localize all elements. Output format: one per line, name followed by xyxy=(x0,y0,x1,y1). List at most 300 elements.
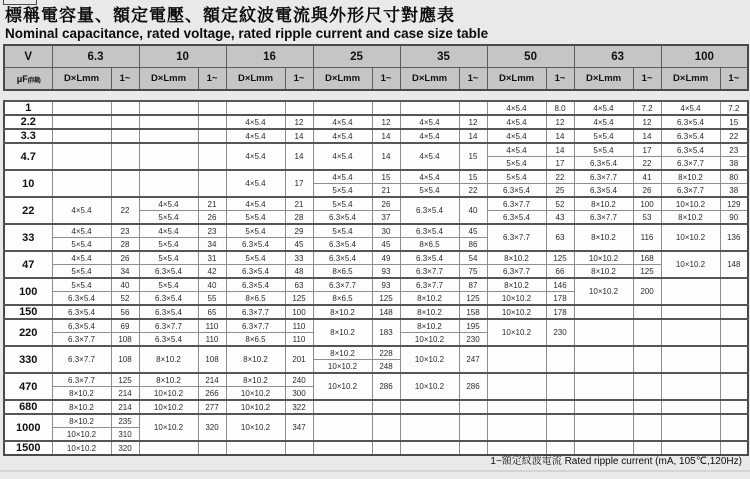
ripple-cell: 7.2 xyxy=(633,101,661,115)
ripple-cell: 125 xyxy=(285,292,313,306)
ripple-cell: 14 xyxy=(372,143,400,170)
ripple-cell xyxy=(720,319,748,346)
ripple-cell: 22 xyxy=(720,129,748,143)
size-cell: 6.3×7.7 xyxy=(52,373,111,387)
ripple-cell xyxy=(111,101,139,115)
size-cell: 6.3×7.7 xyxy=(661,184,720,198)
ripple-cell: 108 xyxy=(111,333,139,347)
ripple-cell xyxy=(198,101,226,115)
size-cell: 6.3×7.7 xyxy=(52,346,111,373)
ripple-cell: 125 xyxy=(633,265,661,279)
size-cell: 10×10.2 xyxy=(226,387,285,401)
size-cell xyxy=(661,319,720,346)
size-cell: 6.3×5.4 xyxy=(661,115,720,129)
ripple-cell: 40 xyxy=(111,278,139,292)
cap-label: 150 xyxy=(4,305,52,319)
ripple-cell: 129 xyxy=(720,197,748,211)
ripple-cell: 49 xyxy=(372,251,400,265)
voltage-header-25: 25 xyxy=(313,45,400,68)
ripple-cell: 108 xyxy=(198,346,226,373)
size-cell: 10×10.2 xyxy=(139,414,198,441)
ripple-cell: 41 xyxy=(633,170,661,184)
size-cell: 6.3×5.4 xyxy=(52,305,111,319)
ripple-cell: 214 xyxy=(111,400,139,414)
ripple-cell xyxy=(720,278,748,305)
ripple-cell: 110 xyxy=(285,333,313,347)
ripple-cell: 90 xyxy=(720,211,748,225)
ripple-cell: 12 xyxy=(633,115,661,129)
ripple-cell xyxy=(633,400,661,414)
size-cell: 4×5.4 xyxy=(52,251,111,265)
size-cell: 10×10.2 xyxy=(487,292,546,306)
size-cell: 5×5.4 xyxy=(574,143,633,157)
ripple-cell: 7.2 xyxy=(720,101,748,115)
ripple-cell: 108 xyxy=(111,346,139,373)
ripple-cell: 87 xyxy=(459,278,487,292)
voltage-header-16: 16 xyxy=(226,45,313,68)
size-cell: 8×6.5 xyxy=(313,265,372,279)
table-row xyxy=(4,115,748,129)
table-row xyxy=(4,319,748,333)
ripple-cell: 100 xyxy=(285,305,313,319)
size-cell: 8×10.2 xyxy=(313,305,372,319)
size-cell: 6.3×5.4 xyxy=(661,129,720,143)
size-cell: 4×5.4 xyxy=(52,197,111,224)
cap-label: 1000 xyxy=(4,414,52,441)
ripple-cell: 15 xyxy=(372,170,400,184)
ripple-cell: 14 xyxy=(633,129,661,143)
ripple-cell: 125 xyxy=(372,292,400,306)
ripple-cell: 80 xyxy=(720,170,748,184)
ripple-cell xyxy=(198,115,226,129)
size-cell: 8×10.2 xyxy=(226,346,285,373)
ripple-cell: 75 xyxy=(459,265,487,279)
size-cell: 8×10.2 xyxy=(226,373,285,387)
cap-label: 10 xyxy=(4,170,52,197)
ripple-cell: 23 xyxy=(111,224,139,238)
ripple-cell: 12 xyxy=(546,115,574,129)
size-cell: 6.3×7.7 xyxy=(400,278,459,292)
size-cell xyxy=(574,305,633,319)
spec-table-header xyxy=(3,44,749,91)
ripple-cell: 45 xyxy=(372,238,400,252)
size-cell: 10×10.2 xyxy=(400,373,459,400)
size-cell: 10×10.2 xyxy=(52,441,111,455)
ripple-cell: 183 xyxy=(372,319,400,346)
ripple-cell: 125 xyxy=(546,251,574,265)
cap-label: 1500 xyxy=(4,441,52,455)
ripple-cell: 28 xyxy=(111,238,139,252)
size-cell: 8×10.2 xyxy=(400,319,459,333)
size-cell xyxy=(313,400,372,414)
size-cell: 4×5.4 xyxy=(487,115,546,129)
ripple-cell: 148 xyxy=(372,305,400,319)
size-cell: 8×10.2 xyxy=(400,305,459,319)
ripple-column-header: 1~ xyxy=(633,68,661,91)
size-cell: 6.3×5.4 xyxy=(400,197,459,224)
size-cell: 5×5.4 xyxy=(313,224,372,238)
ripple-cell xyxy=(111,143,139,170)
size-cell: 5×5.4 xyxy=(487,157,546,171)
ripple-cell: 125 xyxy=(459,292,487,306)
size-cell xyxy=(400,414,459,441)
size-cell: 10×10.2 xyxy=(661,197,720,211)
size-cell: 10×10.2 xyxy=(313,373,372,400)
size-cell: 5×5.4 xyxy=(52,278,111,292)
size-cell: 5×5.4 xyxy=(574,129,633,143)
ripple-cell xyxy=(633,319,661,346)
size-cell: 8×10.2 xyxy=(661,211,720,225)
size-cell: 8×10.2 xyxy=(313,346,372,360)
page-title-english: Nominal capacitance, rated voltage, rated ripple current and case size table xyxy=(5,26,489,41)
ripple-cell: 110 xyxy=(198,319,226,333)
size-cell: 5×5.4 xyxy=(139,238,198,252)
size-cell xyxy=(52,115,111,129)
ripple-cell: 17 xyxy=(633,143,661,157)
cap-label: 3.3 xyxy=(4,129,52,143)
cap-label: 330 xyxy=(4,346,52,373)
size-cell xyxy=(52,170,111,197)
size-column-header: D×Lmm xyxy=(139,68,198,91)
voltage-header-63: 63 xyxy=(574,45,661,68)
size-cell xyxy=(487,346,546,373)
ripple-cell: 26 xyxy=(372,197,400,211)
ripple-column-header: 1~ xyxy=(720,68,748,91)
ripple-cell: 22 xyxy=(459,184,487,198)
size-cell: 6.3×5.4 xyxy=(52,319,111,333)
voltage-header-50: 50 xyxy=(487,45,574,68)
ripple-cell: 347 xyxy=(285,414,313,441)
ripple-cell xyxy=(198,129,226,143)
size-cell xyxy=(661,346,720,373)
ripple-cell: 178 xyxy=(546,292,574,306)
size-cell: 8×10.2 xyxy=(139,346,198,373)
voltage-unit-header: V xyxy=(4,45,52,68)
size-cell xyxy=(400,400,459,414)
size-cell: 4×5.4 xyxy=(487,129,546,143)
ripple-cell: 15 xyxy=(459,170,487,184)
size-column-header: D×Lmm xyxy=(487,68,546,91)
ripple-cell: 178 xyxy=(546,305,574,319)
size-cell: 4×5.4 xyxy=(574,115,633,129)
ripple-cell xyxy=(546,400,574,414)
ripple-cell: 26 xyxy=(633,184,661,198)
voltage-header-100: 100 xyxy=(661,45,748,68)
ripple-cell: 29 xyxy=(285,224,313,238)
size-cell: 6.3×7.7 xyxy=(487,224,546,251)
size-cell: 4×5.4 xyxy=(313,129,372,143)
table-row xyxy=(4,129,748,143)
size-cell xyxy=(139,101,198,115)
size-cell: 4×5.4 xyxy=(313,115,372,129)
ripple-column-header: 1~ xyxy=(198,68,226,91)
table-row xyxy=(4,224,748,238)
size-cell: 8×10.2 xyxy=(574,224,633,251)
size-cell: 8×10.2 xyxy=(139,373,198,387)
size-column-header: D×Lmm xyxy=(52,68,111,91)
ripple-cell: 21 xyxy=(198,197,226,211)
ripple-cell: 230 xyxy=(546,319,574,346)
ripple-cell: 228 xyxy=(372,346,400,360)
size-cell: 10×10.2 xyxy=(226,414,285,441)
size-cell: 8×10.2 xyxy=(52,400,111,414)
size-cell: 6.3×7.7 xyxy=(313,278,372,292)
uf-label: μF xyxy=(16,73,28,84)
ripple-cell: 148 xyxy=(720,251,748,278)
ripple-cell: 26 xyxy=(111,251,139,265)
size-cell: 10×10.2 xyxy=(139,387,198,401)
table-row xyxy=(4,170,748,184)
ripple-cell: 42 xyxy=(198,265,226,279)
table-row xyxy=(4,305,748,319)
size-cell xyxy=(487,414,546,441)
size-cell xyxy=(52,129,111,143)
size-cell xyxy=(313,101,372,115)
ripple-cell: 240 xyxy=(285,373,313,387)
ripple-cell: 25 xyxy=(546,184,574,198)
size-cell: 4×5.4 xyxy=(52,224,111,238)
ripple-cell xyxy=(459,400,487,414)
ripple-cell: 30 xyxy=(372,224,400,238)
table-row xyxy=(4,400,748,414)
ripple-cell xyxy=(546,414,574,441)
ripple-cell: 14 xyxy=(372,129,400,143)
size-cell xyxy=(574,373,633,400)
ripple-cell xyxy=(111,129,139,143)
ripple-cell xyxy=(198,143,226,170)
ripple-cell: 22 xyxy=(546,170,574,184)
size-cell: 5×5.4 xyxy=(226,211,285,225)
ripple-cell: 14 xyxy=(285,143,313,170)
ripple-cell: 8.0 xyxy=(546,101,574,115)
ripple-cell: 86 xyxy=(459,238,487,252)
ripple-cell: 40 xyxy=(459,197,487,224)
cap-label: 22 xyxy=(4,197,52,224)
size-column-header: D×Lmm xyxy=(574,68,633,91)
size-cell: 6.3×5.4 xyxy=(139,333,198,347)
size-cell: 4×5.4 xyxy=(226,170,285,197)
cap-label: 2.2 xyxy=(4,115,52,129)
size-cell: 4×5.4 xyxy=(139,224,198,238)
ripple-cell: 38 xyxy=(720,184,748,198)
ripple-cell: 33 xyxy=(285,251,313,265)
ripple-cell xyxy=(720,400,748,414)
ripple-cell: 300 xyxy=(285,387,313,401)
size-cell: 10×10.2 xyxy=(487,305,546,319)
size-cell xyxy=(574,414,633,441)
size-cell xyxy=(139,441,198,455)
size-cell: 8×6.5 xyxy=(313,292,372,306)
table-subrow xyxy=(4,265,748,279)
size-cell: 8×10.2 xyxy=(574,265,633,279)
size-cell: 5×5.4 xyxy=(139,278,198,292)
capacitance-unit-header xyxy=(4,68,52,91)
ripple-cell xyxy=(633,414,661,441)
ripple-cell xyxy=(546,346,574,373)
ripple-cell: 28 xyxy=(285,211,313,225)
size-cell xyxy=(574,319,633,346)
ripple-cell: 48 xyxy=(285,265,313,279)
ripple-cell: 21 xyxy=(372,184,400,198)
size-cell xyxy=(400,441,459,455)
size-cell: 8×10.2 xyxy=(52,414,111,428)
size-cell: 6.3×5.4 xyxy=(139,305,198,319)
size-cell: 5×5.4 xyxy=(52,238,111,252)
size-cell: 6.3×7.7 xyxy=(52,333,111,347)
spec-table xyxy=(3,44,748,456)
ripple-cell: 146 xyxy=(546,278,574,292)
size-cell: 4×5.4 xyxy=(400,115,459,129)
ripple-cell xyxy=(633,346,661,373)
size-cell: 6.3×7.7 xyxy=(574,170,633,184)
ripple-cell: 286 xyxy=(372,373,400,400)
size-cell xyxy=(139,143,198,170)
ripple-cell: 14 xyxy=(546,143,574,157)
size-cell: 6.3×7.7 xyxy=(661,157,720,171)
ripple-cell: 21 xyxy=(285,197,313,211)
ripple-cell xyxy=(372,101,400,115)
cap-label: 680 xyxy=(4,400,52,414)
size-cell: 8×10.2 xyxy=(52,387,111,401)
size-column-header: D×Lmm xyxy=(661,68,720,91)
ripple-cell: 34 xyxy=(198,238,226,252)
size-cell: 4×5.4 xyxy=(400,170,459,184)
ripple-cell: 52 xyxy=(546,197,574,211)
size-cell: 5×5.4 xyxy=(487,170,546,184)
ripple-cell: 200 xyxy=(633,278,661,305)
size-column-header: D×Lmm xyxy=(400,68,459,91)
cap-label: 100 xyxy=(4,278,52,305)
size-column-header: D×Lmm xyxy=(226,68,285,91)
ripple-cell: 158 xyxy=(459,305,487,319)
ripple-column-header: 1~ xyxy=(285,68,313,91)
size-cell: 10×10.2 xyxy=(139,400,198,414)
title-block xyxy=(5,5,488,41)
ripple-cell: 235 xyxy=(111,414,139,428)
ripple-cell: 55 xyxy=(198,292,226,306)
table-row xyxy=(4,278,748,292)
ripple-cell xyxy=(198,441,226,455)
size-cell xyxy=(487,373,546,400)
voltage-header-row xyxy=(4,45,748,68)
ripple-cell xyxy=(633,373,661,400)
ripple-cell: 214 xyxy=(111,387,139,401)
size-cell: 10×10.2 xyxy=(487,319,546,346)
ripple-cell: 100 xyxy=(633,197,661,211)
ripple-cell: 214 xyxy=(198,373,226,387)
size-cell: 6.3×7.7 xyxy=(487,197,546,211)
size-cell: 6.3×5.4 xyxy=(574,157,633,171)
cap-label: 47 xyxy=(4,251,52,278)
ripple-cell xyxy=(372,414,400,441)
ripple-cell xyxy=(633,305,661,319)
ripple-cell: 17 xyxy=(546,157,574,171)
ripple-cell xyxy=(720,414,748,441)
size-cell xyxy=(52,143,111,170)
size-cell xyxy=(661,373,720,400)
ripple-cell: 277 xyxy=(198,400,226,414)
ripple-cell: 40 xyxy=(198,278,226,292)
size-cell: 6.3×5.4 xyxy=(487,184,546,198)
ripple-cell xyxy=(720,305,748,319)
ripple-cell xyxy=(720,346,748,373)
size-cell: 8×6.5 xyxy=(400,238,459,252)
size-cell: 6.3×5.4 xyxy=(313,211,372,225)
ripple-cell: 14 xyxy=(546,129,574,143)
size-cell: 6.3×7.7 xyxy=(226,305,285,319)
size-cell: 6.3×5.4 xyxy=(487,211,546,225)
size-cell: 4×5.4 xyxy=(226,197,285,211)
ripple-cell: 65 xyxy=(198,305,226,319)
cap-label: 220 xyxy=(4,319,52,346)
size-cell xyxy=(574,400,633,414)
table-row xyxy=(4,143,748,157)
size-cell: 6.3×5.4 xyxy=(313,251,372,265)
ripple-cell: 66 xyxy=(546,265,574,279)
ripple-cell: 93 xyxy=(372,278,400,292)
ripple-cell xyxy=(372,400,400,414)
ripple-cell: 38 xyxy=(720,157,748,171)
table-row xyxy=(4,346,748,360)
size-cell: 4×5.4 xyxy=(574,101,633,115)
size-cell: 5×5.4 xyxy=(139,251,198,265)
size-cell xyxy=(661,278,720,305)
size-cell xyxy=(400,101,459,115)
ripple-cell: 63 xyxy=(546,224,574,251)
size-cell: 5×5.4 xyxy=(313,197,372,211)
size-cell: 6.3×5.4 xyxy=(574,184,633,198)
size-cell xyxy=(139,115,198,129)
ripple-cell: 320 xyxy=(198,414,226,441)
ripple-current-footnote: 1~額定紋波電流 Rated ripple current (mA, 105℃,120Hz) xyxy=(490,456,742,467)
size-cell: 10×10.2 xyxy=(574,278,633,305)
ripple-cell: 136 xyxy=(720,224,748,251)
ripple-cell: 248 xyxy=(372,360,400,374)
ripple-cell: 310 xyxy=(111,428,139,442)
ripple-cell: 195 xyxy=(459,319,487,333)
size-cell: 10×10.2 xyxy=(661,251,720,278)
size-cell xyxy=(52,101,111,115)
size-cell: 5×5.4 xyxy=(313,184,372,198)
size-cell: 5×5.4 xyxy=(139,211,198,225)
cap-label: 1 xyxy=(4,101,52,115)
size-cell: 6.3×7.7 xyxy=(226,319,285,333)
ripple-cell: 125 xyxy=(111,373,139,387)
size-cell: 8×10.2 xyxy=(574,197,633,211)
ripple-cell xyxy=(285,101,313,115)
size-cell: 4×5.4 xyxy=(226,143,285,170)
ripple-cell: 12 xyxy=(459,115,487,129)
size-cell: 4×5.4 xyxy=(139,197,198,211)
ripple-cell: 110 xyxy=(285,319,313,333)
table-row xyxy=(4,251,748,265)
size-cell: 4×5.4 xyxy=(226,115,285,129)
size-cell xyxy=(226,101,285,115)
ripple-cell xyxy=(111,170,139,197)
size-cell: 8×6.5 xyxy=(226,292,285,306)
size-cell xyxy=(661,414,720,441)
size-cell: 4×5.4 xyxy=(400,143,459,170)
size-cell: 6.3×5.4 xyxy=(52,292,111,306)
ripple-cell: 116 xyxy=(633,224,661,251)
size-cell: 5×5.4 xyxy=(226,251,285,265)
size-cell xyxy=(661,400,720,414)
ripple-column-header: 1~ xyxy=(546,68,574,91)
size-cell: 5×5.4 xyxy=(52,265,111,279)
ripple-cell: 23 xyxy=(198,224,226,238)
size-cell: 10×10.2 xyxy=(400,333,459,347)
ripple-cell: 22 xyxy=(633,157,661,171)
